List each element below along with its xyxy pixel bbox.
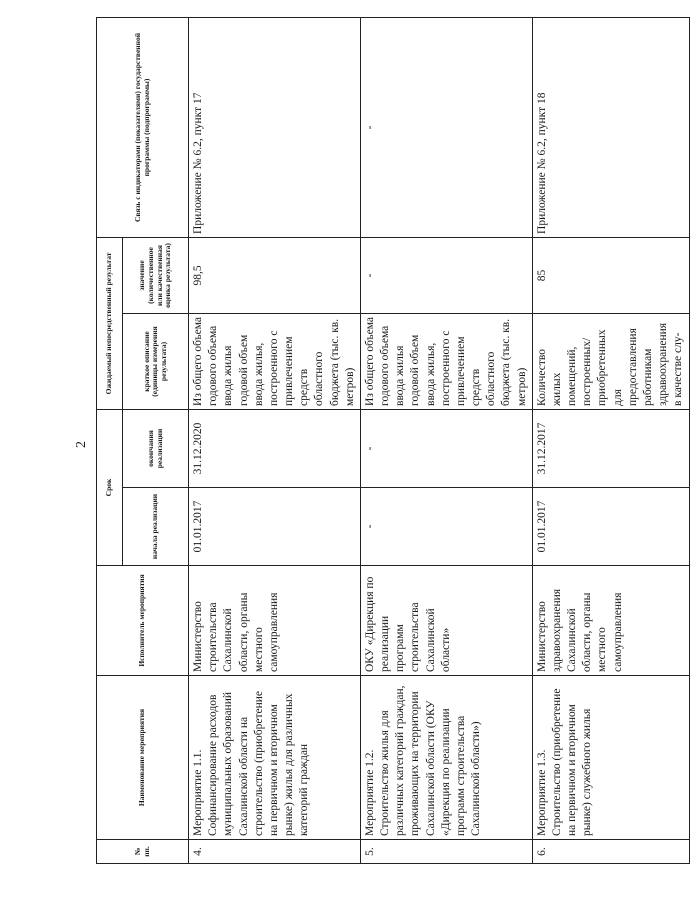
row-value: 85	[532, 237, 689, 313]
row-link: Приложение № 6.2, пункт 18	[532, 17, 689, 237]
row-executor: ОКУ «Дирекция по реализации программ строительства Сахалинской области»	[360, 566, 532, 676]
header-name: Наименование мероприятия	[97, 676, 189, 840]
row-end: -	[360, 409, 532, 487]
row-desc: Количество жилых помещений, построенных/приобретенных для предоставления работникам здравоохранения в качестве слу-	[532, 313, 689, 409]
activities-table	[96, 17, 690, 864]
header-term-end: окончания реализации	[123, 409, 189, 487]
header-result-value: значение (количественное или качественная оценка результата)	[123, 237, 189, 313]
header-term: Срок	[97, 409, 123, 565]
row-num: 4.	[189, 840, 361, 864]
row-end: 31.12.2017	[532, 409, 689, 487]
header-term-start: начала реализации	[123, 488, 189, 566]
header-result: Ожидаемый непосредственный результат	[97, 237, 123, 409]
row-start: 01.01.2017	[532, 488, 689, 566]
row-name: Мероприятие 1.1. Софинансирование расходов муниципальных образований Сахалинской области на строительство (приобретение на первичном и вторичном рынке) жилья для различных категорий граждан	[189, 676, 361, 840]
row-value: 98,5	[189, 237, 361, 313]
row-name: Мероприятие 1.3. Строительство (приобретение на первичном и вторичном рынке) служебного жилья	[532, 676, 689, 840]
table-row	[189, 17, 361, 863]
header-link: Связь с индикаторами (показателями) государственной программы (подпрограммы)	[97, 17, 189, 237]
row-executor: Министерство строительства Сахалинской области, органы местного самоуправления	[189, 566, 361, 676]
row-desc: Из общего объема годового объема ввода жилья годовой объем ввода жилья, построенного с привлечением средств областного бюджета (тыс. кв. метров)	[189, 313, 361, 409]
row-name: Мероприятие 1.2. Строительство жилья для различных категорий граждан, проживающих на территории Сахалинской области (ОКУ «Дирекция по реализации программ строительства Сахалинской области»)	[360, 676, 532, 840]
row-value: -	[360, 237, 532, 313]
row-end: 31.12.2020	[189, 409, 361, 487]
row-link: -	[360, 17, 532, 237]
header-result-desc: краткое описание (единицы измерения результата)	[123, 313, 189, 409]
table-row	[532, 17, 689, 863]
page-number: 2	[74, 441, 89, 448]
row-link: Приложение № 6.2, пункт 17	[189, 17, 361, 237]
row-start: 01.01.2017	[189, 488, 361, 566]
header-num: № пп.	[97, 840, 189, 864]
table-row	[360, 17, 532, 863]
row-executor: Министерство здравоохранения Сахалинской области, органы местного самоуправления	[532, 566, 689, 676]
row-num: 6.	[532, 840, 689, 864]
header-executor: Исполнитель мероприятия	[97, 566, 189, 676]
row-desc: Из общего объема годового объема ввода жилья годовой объем ввода жилья, построенного с привлечением средств областного бюджета (тыс. кв. метров)	[360, 313, 532, 409]
row-start: -	[360, 488, 532, 566]
header-row-1	[97, 17, 123, 863]
rotated-table-wrapper	[96, 18, 685, 864]
row-num: 5.	[360, 840, 532, 864]
